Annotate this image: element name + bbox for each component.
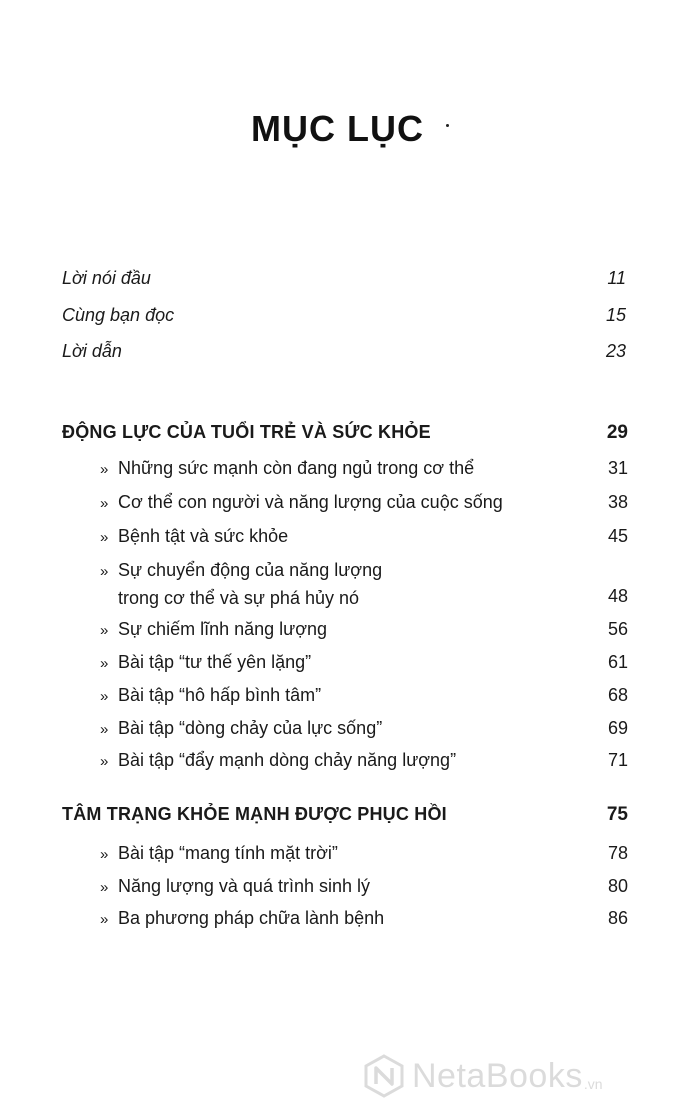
toc-entry-page: 38 [607,492,628,512]
toc-entry-page: 48 [607,586,628,606]
title-dot [446,124,449,127]
toc-front-label: Lời nói đầu [62,268,151,288]
netabooks-watermark [362,1046,603,1106]
bullet-icon: » [100,688,109,705]
toc-entry-page: 31 [607,458,628,478]
bullet-icon: » [100,721,109,738]
toc-entry-page: 56 [607,619,628,639]
toc-entry-page: 61 [607,652,628,672]
bullet-icon: » [100,622,109,639]
toc-entry-page: 78 [607,843,628,863]
toc-front-page: 23 [605,341,626,361]
chapter-page: 29 [606,422,628,443]
toc-entry-page: 71 [607,750,628,770]
netabooks-logo-icon [362,1054,406,1098]
page-title-text: MỤC LỤC [251,108,424,149]
toc-entry-label: Bài tập “đẩy mạnh dòng chảy năng lượng” [118,750,457,770]
toc-entry-label-line2: trong cơ thể và sự phá hủy nó [118,588,359,608]
toc-entry-label: Sự chiếm lĩnh năng lượng [118,619,328,639]
toc-entry-label: Năng lượng và quá trình sinh lý [118,876,370,896]
bullet-icon: » [100,879,109,896]
bullet-icon: » [100,529,109,546]
toc-front-label: Lời dẫn [62,341,122,361]
chapter-title: TÂM TRẠNG KHỎE MẠNH ĐƯỢC PHỤC HỒI [62,804,447,824]
toc-entry-label: Sự chuyển động của năng lượng [118,560,383,580]
toc-entry-page: 86 [607,908,628,928]
toc-entry-page: 80 [607,876,628,896]
bullet-icon: » [100,753,109,770]
watermark-text: NetaBooks [412,1056,583,1095]
watermark-suffix: .vn [583,1076,603,1092]
toc-entry-label: Bệnh tật và sức khỏe [118,526,289,546]
toc-entry-label: Bài tập “tư thế yên lặng” [118,652,312,672]
toc-entry-label: Những sức mạnh còn đang ngủ trong cơ thể [118,458,475,478]
toc-entry-page: 69 [607,718,628,738]
bullet-icon: » [100,846,109,863]
bullet-icon: » [100,495,109,512]
toc-entry-page: 68 [607,685,628,705]
bullet-icon: » [100,911,109,928]
toc-entry-label: Cơ thể con người và năng lượng của cuộc sống [118,492,503,512]
toc-entry-label: Ba phương pháp chữa lành bệnh [118,908,385,928]
toc-entry-label: Bài tập “mang tính mặt trời” [118,843,338,863]
chapter-title: ĐỘNG LỰC CỦA TUỔI TRẺ VÀ SỨC KHỎE [62,422,431,442]
page-title [0,108,700,150]
bullet-icon: » [100,655,109,672]
chapter-page: 75 [606,804,628,825]
toc-entry-label: Bài tập “hô hấp bình tâm” [118,685,322,705]
bullet-icon: » [100,563,109,580]
toc-entry-label: Bài tập “dòng chảy của lực sống” [118,718,383,738]
toc-front-page: 11 [607,268,626,288]
bullet-icon: » [100,461,109,478]
toc-front-label: Cùng bạn đọc [62,305,175,325]
toc-front-page: 15 [605,305,626,325]
toc-entry-page: 45 [607,526,628,546]
